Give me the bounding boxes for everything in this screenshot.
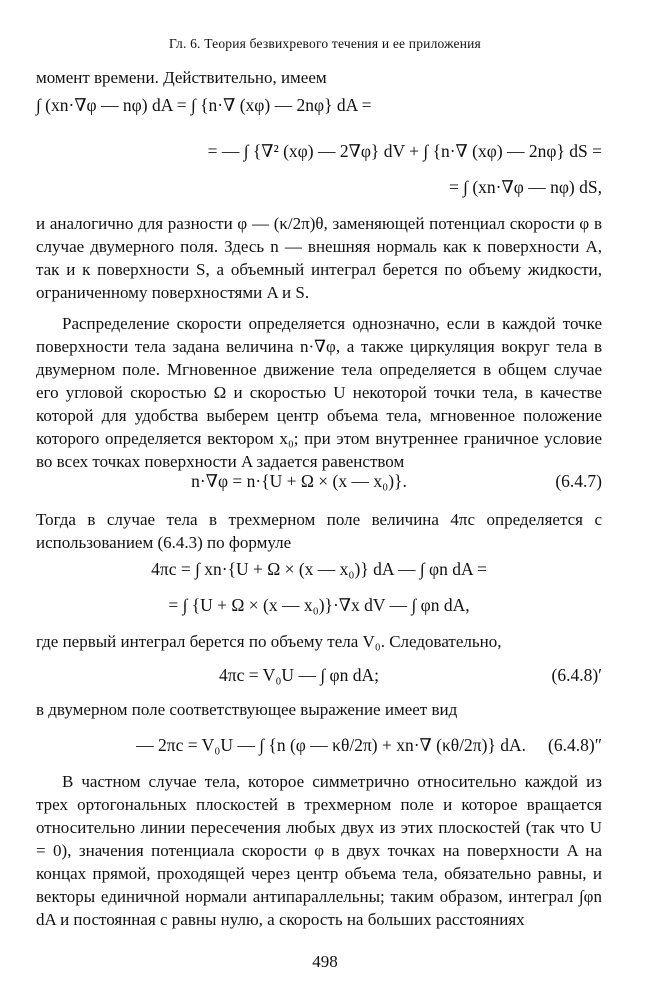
equation-6-4-8-prime: [36, 664, 602, 687]
equation-6-4-8-double-prime: [36, 734, 602, 757]
running-header: Гл. 6. Теория безвихревого течения и ее приложения: [169, 36, 481, 51]
equation-number-6-4-8-double-prime: (6.4.8)″: [548, 735, 602, 755]
equation-6-4-7-body: n·∇φ = n·{U + Ω × (x — x₀)}.: [191, 471, 407, 491]
equation-6-4-8-prime-body: 4πc = V₀U — ∫ φn dA;: [219, 665, 379, 685]
equation-1-line-3: = ∫ (xn·∇φ — nφ) dS,: [448, 177, 602, 197]
paragraph-three-dimensional: Тогда в случае тела в трехмерном поле величина 4πc определяется с использованием (6.4.3) по формуле: [36, 510, 602, 552]
paragraph-symmetric-body: В частном случае тела, которое симметрично относительно каждой из трех ортогональных плоскостей в трехмерном поле и которое вращается относительно линии пересечения любых двух из этих плоскостей (так что U = 0), значения потенциала скорости φ в двух точках на поверхности A на концах прямой, проходящей через центр объема тела, обязательно равны, и векторы единичной нормали антипараллельны; таким образом, интеграл ∫φn dA и постоянная c равны нулю, а скорость на больших расстояниях: [36, 772, 602, 929]
paragraph-two-dimensional: в двумерном поле соответствующее выражение имеет вид: [36, 700, 458, 719]
paragraph-intro: момент времени. Действительно, имеем: [36, 68, 327, 87]
equation-6-4-8-double-prime-body: — 2πc = V₀U — ∫ {n (φ — κθ/2π) + xn·∇ (κθ/2π)} dA.: [136, 735, 526, 755]
equation-4pic-line-1: 4πc = ∫ xn·{U + Ω × (x — x₀)} dA — ∫ φn dA =: [151, 559, 487, 579]
equation-number-6-4-7: (6.4.7): [555, 471, 602, 491]
equation-1-line-2: = — ∫ {∇² (xφ) — 2∇φ} dV + ∫ {n·∇ (xφ) — 2nφ} dS =: [207, 141, 602, 161]
paragraph-velocity-distribution: Распределение скорости определяется однозначно, если в каждой точке поверхности тела задана величина n·∇φ, а также циркуляция вокруг тела в двумерном поле. Мгновенное движение тела определяется в общем случае его угловой скоростью Ω и скоростью U некоторой точки тела, в качестве которой для удобства выберем центр объема тела, мгновенное положение которого определяется вектором x₀; при этом внутреннее граничное условие во всех точках поверхности A задается равенством: [36, 314, 602, 471]
equation-1-line-1: ∫ (xn·∇φ — nφ) dA = ∫ {n·∇ (xφ) — 2nφ} dA =: [36, 95, 372, 115]
equation-6-4-7: [36, 470, 602, 493]
paragraph-first-integral: где первый интеграл берется по объему тела V₀. Следовательно,: [36, 632, 502, 651]
page-number: 498: [312, 952, 338, 971]
paragraph-analogous: и аналогично для разности φ — (κ/2π)θ, заменяющей потенциал скорости φ в случае двумерного поля. Здесь n — внешняя нормаль как к поверхности A, так и к поверхности S, а объемный интеграл берется по объему жидкости, ограниченному поверхностями A и S.: [36, 214, 602, 302]
equation-number-6-4-8-prime: (6.4.8)′: [551, 665, 602, 685]
equation-4pic-line-2: = ∫ {U + Ω × (x — x₀)}·∇x dV — ∫ φn dA,: [168, 595, 470, 615]
